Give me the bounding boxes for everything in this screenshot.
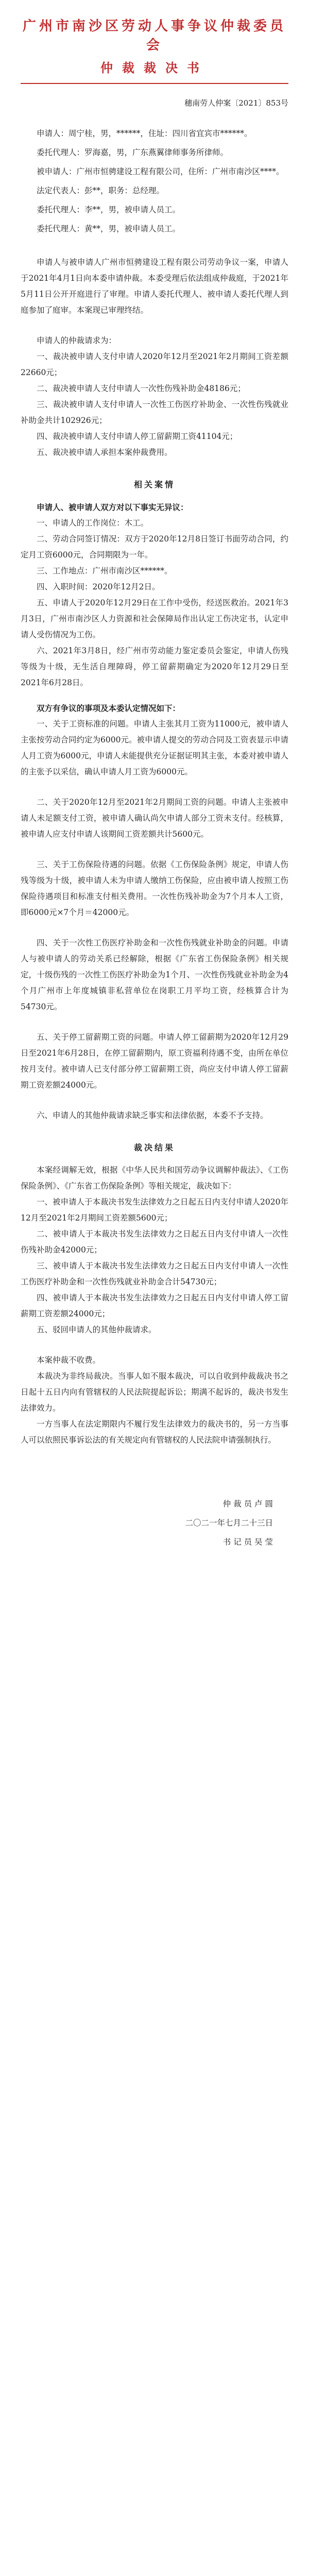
ruling-heading: 裁决结果 [133,1143,175,1153]
fact-item: 三、工作地点：广州市南沙区******。 [37,566,173,575]
facts-disputed-heading: 双方有争议的事项及本委认定情况如下： [37,703,181,713]
ruling-date: 二〇二一年七月二十三日 [185,1518,273,1528]
dispute-item: 五、关于停工留薪期工资的问题。申请人停工留薪期为2020年12月29日至2021年6月28日，在停工留薪期内，原工资福利待遇不变，由所在单位按月支付。被申请人已支付部分停工留薪期工资，尚应支付申请人停工留薪期工资差额24000元。 [21,1032,288,1090]
claim-item: 五、裁决被申请人承担本案仲裁费用。 [37,448,173,457]
ruling-item: 三、被申请人于本裁决书发生法律效力之日起五日内支付申请人一次性工伤医疗补助金和一次性伤残就业补助金合计54730元； [21,1261,288,1286]
party-line: 委托代理人：李**，男，被申请人员工。 [37,205,181,214]
party-line: 委托代理人：罗海嘉，男，广东燕翼律师事务所律师。 [37,148,229,157]
fact-item: 五、申请人于2020年12月29日在工作中受伤，经送医救治。2021年3月3日，广州市南沙区人力资源和社会保障局作出认定工伤决定书，认定申请人受伤情况为工伤。 [21,598,288,639]
dispute-item: 一、关于工资标准的问题。申请人主张其月工资为11000元，被申请人主张按劳动合同约定为6000元。被申请人提交的劳动合同及工资表显示申请人月工资为6000元，申请人未能提供充分证据证明其主张，本委对被申请人的主张予以采信，确认申请人月工资为6000元。 [21,719,288,776]
claim-item: 三、裁决被申请人支付申请人一次性工伤医疗补助金、一次性伤残就业补助金共计102926元； [21,400,288,425]
dispute-item: 二、关于2020年12月至2021年2月期间工资的问题。申请人主张被申请人未足额支付工资，被申请人确认尚欠申请人部分工资未支付。经核算，被申请人应支付申请人该期间工资差额共计5600元。 [21,798,288,839]
dispute-item: 四、关于一次性工伤医疗补助金和一次性伤残就业补助金的问题。申请人与被申请人的劳动关系已经解除，根据《广东省工伤保险条例》相关规定，十级伤残的一次性工伤医疗补助金为1个月、一次性伤残就业补助金为4个月广州市上年度城镇非私营单位在岗职工月平均工资，经核算合计为54730元。 [21,938,288,1011]
party-line: 法定代表人：彭**，职务：总经理。 [37,186,165,195]
facts-heading: 相关案情 [133,480,175,489]
ruling-item: 四、被申请人于本裁决书发生法律效力之日起五日内支付申请人停工留薪期工资差额24000元； [21,1293,288,1318]
document-header [21,15,288,76]
claim-item: 二、裁决被申请人支付申请人一次性伤残补助金48186元； [37,384,246,393]
fact-item: 四、入职时间：2020年12月2日。 [37,582,160,591]
closing-paragraph: 本裁决为非终局裁决。当事人如不服本裁决，可以自收到仲裁裁决书之日起十五日内向有管辖权的人民法院提起诉讼；期满不起诉的，裁决书发生法律效力。 [21,1371,288,1413]
closing-paragraph: 本案仲裁不收费。 [37,1355,101,1365]
party-line: 申请人：周宁桂，男，******，住址：四川省宜宾市******。 [37,129,252,138]
party-line: 委托代理人：黄**，男，被申请人员工。 [37,224,181,233]
parties-section [21,126,288,237]
fact-item: 六、2021年3月8日，经广州市劳动能力鉴定委员会鉴定，申请人伤残等级为十级，无生活自理障碍，停工留薪期确定为2020年12月29日至2021年6月28日。 [21,646,288,687]
header-divider [21,83,288,84]
case-number: 穗南劳人仲案〔2021〕853号 [184,98,288,108]
dispute-item: 六、申请人的其他仲裁请求缺乏事实和法律依据，本委不予支持。 [37,1111,268,1120]
ruling-item: 二、被申请人于本裁决书发生法律效力之日起五日内支付申请人一次性伤残补助金42000元； [21,1229,288,1255]
claims-title: 申请人的仲裁请求为： [37,336,117,345]
ruling-intro: 本案经调解无效，根据《中华人民共和国劳动争议调解仲裁法》、《工伤保险条例》、《广东省工伤保险条例》等相关规定，裁决如下： [21,1165,288,1191]
fact-item: 二、劳动合同签订情况：双方于2020年12月8日签订书面劳动合同，约定月工资6000元，合同期限为一年。 [21,534,288,560]
case-intro: 申请人与被申请人广州市恒骋建设工程有限公司劳动争议一案，申请人于2021年4月1日向本委申请仲裁。本委受理后依法组成仲裁庭，于2021年5月11日公开开庭进行了审理。申请人委托代理人、被申请人委托代理人到庭参加了庭审。本案现已审理终结。 [21,258,288,315]
claim-item: 四、裁决被申请人支付申请人停工留薪期工资41104元； [37,432,238,441]
arbitrator-signature: 仲 裁 员 卢 圆 [222,1499,273,1509]
ruling-item: 一、被申请人于本裁决书发生法律效力之日起五日内支付申请人2020年12月至2021年2月期间工资差额5600元； [21,1197,288,1223]
clerk-signature: 书 记 员 吴 莹 [222,1537,273,1547]
facts-undisputed-heading: 申请人、被申请人双方对以下事实无异议： [37,502,188,512]
issuing-authority-title: 广州市南沙区劳动人事争议仲裁委员会 [22,19,286,53]
fact-item: 一、申请人的工作岗位：木工。 [37,518,149,528]
document-type-title: 仲裁裁决书 [100,60,209,75]
party-line: 被申请人：广州市恒骋建设工程有限公司，住所：广州市南沙区****。 [37,167,284,176]
dispute-item: 三、关于工伤保险待遇的问题。依据《工伤保险条例》规定，申请人伤残等级为十级，被申请人未为申请人缴纳工伤保险，应由被申请人按照工伤保险待遇项目和标准支付相关费用。一次性伤残补助金为7个月本人工资，即6000元×7个月＝42000元。 [21,860,288,917]
closing-paragraph: 一方当事人在法定期限内不履行发生法律效力的裁决书的，另一方当事人可以依照民事诉讼法的有关规定向有管辖权的人民法院申请强制执行。 [21,1419,288,1445]
signature-block [21,1495,273,1552]
claim-item: 一、裁决被申请人支付申请人2020年12月至2021年2月期间工资差额22660元； [21,352,288,377]
ruling-item: 五、驳回申请人的其他仲裁请求。 [37,1325,157,1334]
